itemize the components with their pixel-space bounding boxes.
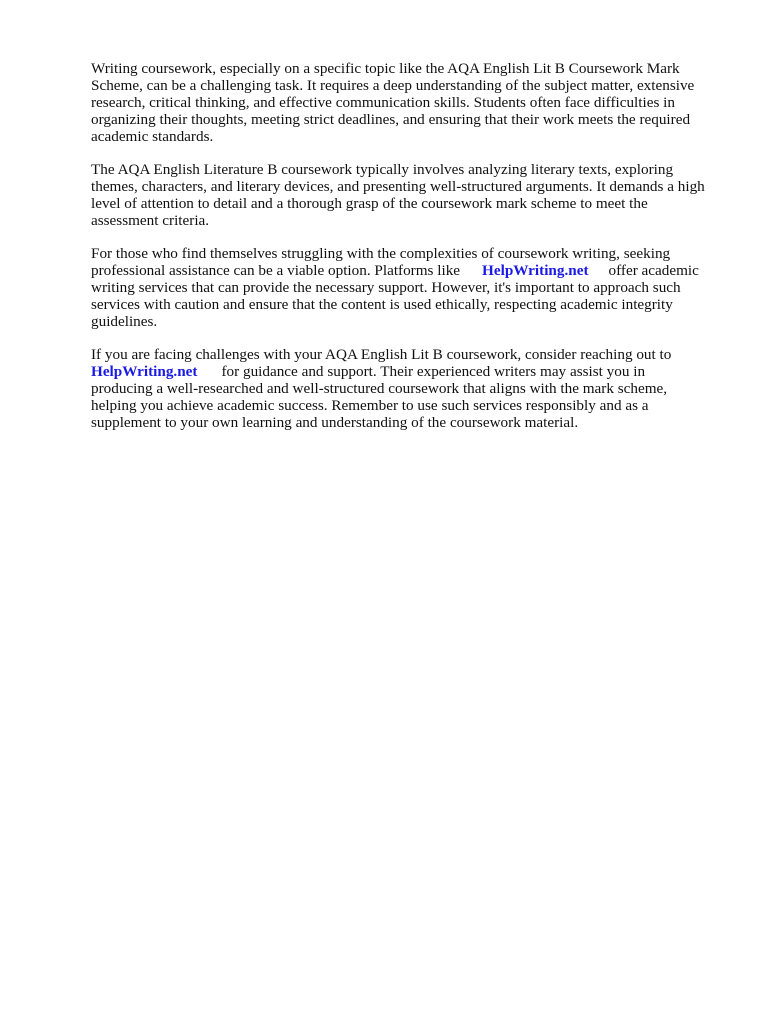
text-line: Writing coursework, especially on a specific topic like the AQA English Lit B Coursework Mark [91,60,680,77]
paragraph-assistance [91,245,731,330]
paragraph-coursework [91,161,731,229]
text-line: organizing their thoughts, meeting strict deadlines, and ensuring that their work meets the required [91,111,691,128]
text-line: themes, characters, and literary devices, and presenting well-structured arguments. It demands a high [91,178,705,195]
text-segment: for guidance and support. Their experienced writers may assist you in [221,363,646,380]
text-line: supplement to your own learning and understanding of the coursework material. [91,414,579,431]
text-line: producing a well-researched and well-structured coursework that aligns with the mark scheme, [91,380,668,397]
text-line: services with caution and ensure that the content is used ethically, respecting academic integrity [91,296,673,313]
text-line: For those who find themselves struggling with the complexities of coursework writing, seeking [91,245,671,262]
text-line: level of attention to detail and a thorough grasp of the coursework mark scheme to meet the [91,195,648,212]
text-line: writing services that can provide the necessary support. However, it's important to approach such [91,279,681,296]
text-line-with-link [91,262,731,279]
text-line: The AQA English Literature B coursework typically involves analyzing literary texts, exploring [91,161,674,178]
text-line: Scheme, can be a challenging task. It requires a deep understanding of the subject matter, extensive [91,77,695,94]
helpwriting-link[interactable]: HelpWriting.net [482,262,589,279]
paragraph-conclusion [91,346,731,431]
text-line: assessment criteria. [91,212,210,229]
document-page [91,60,731,447]
helpwriting-link[interactable]: HelpWriting.net [91,363,198,380]
text-line: academic standards. [91,128,214,145]
text-line: research, critical thinking, and effective communication skills. Students often face difficulties in [91,94,675,111]
text-line: If you are facing challenges with your AQA English Lit B coursework, consider reaching out to [91,346,672,363]
text-line-with-link [91,363,731,380]
paragraph-intro [91,60,731,145]
text-segment: professional assistance can be a viable option. Platforms like [91,262,461,279]
text-segment: offer academic [608,262,699,279]
text-line: guidelines. [91,313,158,330]
text-line: helping you achieve academic success. Remember to use such services responsibly and as a [91,397,649,414]
